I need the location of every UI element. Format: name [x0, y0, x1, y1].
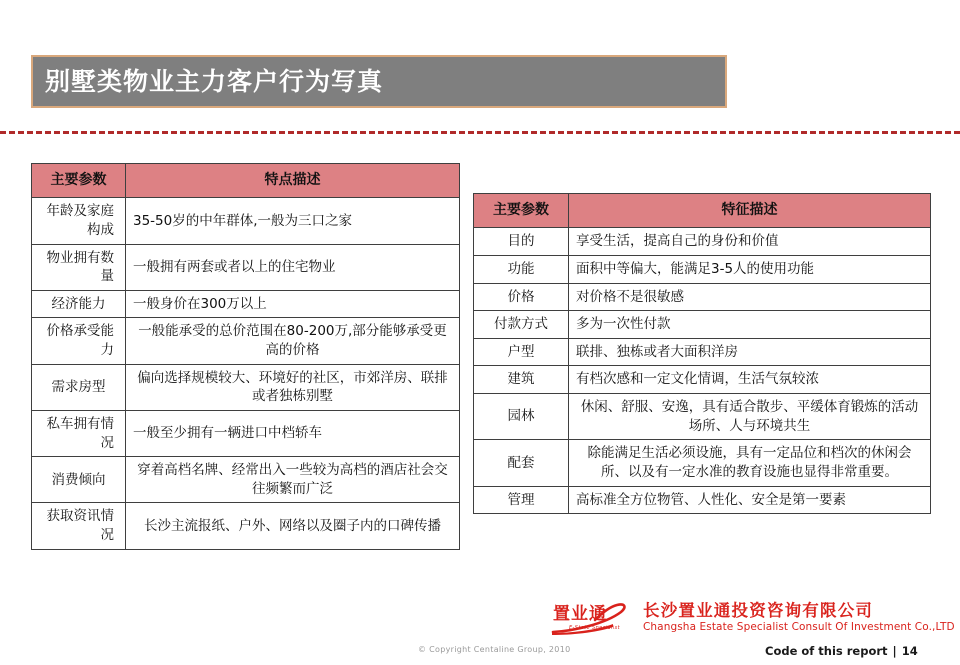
table-row	[474, 255, 931, 283]
brand-name-block	[643, 602, 955, 634]
report-code-separator: |	[892, 644, 897, 658]
cell-parameter: 管理	[474, 486, 569, 514]
table-row	[474, 440, 931, 486]
report-code-footer	[765, 644, 918, 658]
cell-description: 偏向选择规模较大、环境好的社区，市郊洋房、联排或者独栋别墅	[126, 364, 460, 410]
cell-description: 穿着高档名牌、经常出入一些较为高档的酒店社会交往频繁而广泛	[126, 457, 460, 503]
cell-parameter: 消费倾向	[32, 457, 126, 503]
cell-parameter: 获取资讯情况	[32, 503, 126, 549]
table-row	[32, 244, 460, 290]
table-row	[32, 503, 460, 549]
table-row	[474, 486, 931, 514]
table-row	[32, 318, 460, 364]
cell-parameter: 经济能力	[32, 290, 126, 318]
cell-description: 一般能承受的总价范围在80-200万,部分能够承受更高的价格	[126, 318, 460, 364]
cell-parameter: 价格承受能力	[32, 318, 126, 364]
table-row	[474, 228, 931, 256]
cell-description: 有档次感和一定文化情调，生活气氛较浓	[569, 366, 931, 394]
cell-parameter: 功能	[474, 255, 569, 283]
cell-description: 一般至少拥有一辆进口中档轿车	[126, 410, 460, 456]
table-right-body	[474, 228, 931, 514]
company-name-cn: 长沙置业通投资咨询有限公司	[643, 601, 874, 620]
table-row	[32, 198, 460, 244]
page-title: 别墅类物业主力客户行为写真	[45, 67, 384, 96]
cell-description: 除能满足生活必须设施，具有一定品位和档次的休闲会所、以及有一定水准的教育设施也显得非常重要。	[569, 440, 931, 486]
table-row	[32, 364, 460, 410]
table-header-row	[474, 194, 931, 228]
cell-description: 享受生活，提高自己的身份和价值	[569, 228, 931, 256]
column-header-description: 特征描述	[569, 194, 931, 228]
cell-parameter: 户型	[474, 338, 569, 366]
cell-description: 35-50岁的中年群体,一般为三口之家	[126, 198, 460, 244]
column-header-parameter: 主要参数	[32, 164, 126, 198]
product-demand-table	[473, 193, 931, 514]
cell-description: 多为一次性付款	[569, 311, 931, 339]
cell-description: 一般拥有两套或者以上的住宅物业	[126, 244, 460, 290]
cell-parameter: 私车拥有情况	[32, 410, 126, 456]
cell-parameter: 物业拥有数量	[32, 244, 126, 290]
logo-chinese-text: 置业通	[553, 604, 607, 624]
cell-parameter: 园林	[474, 394, 569, 440]
table-left-body	[32, 198, 460, 549]
company-name-en: Changsha Estate Specialist Consult Of Investment Co.,LTD	[643, 621, 955, 634]
table-row	[32, 457, 460, 503]
table-row	[474, 283, 931, 311]
table-row	[474, 311, 931, 339]
table-row	[474, 366, 931, 394]
cell-parameter: 目的	[474, 228, 569, 256]
cell-description: 联排、独栋或者大面积洋房	[569, 338, 931, 366]
cell-parameter: 价格	[474, 283, 569, 311]
table-row	[474, 338, 931, 366]
cell-parameter: 需求房型	[32, 364, 126, 410]
cell-parameter: 建筑	[474, 366, 569, 394]
cell-description: 对价格不是很敏感	[569, 283, 931, 311]
copyright-notice: © Copyright Centaline Group, 2010	[418, 645, 571, 654]
table-header-row	[32, 164, 460, 198]
report-code-label: Code of this report	[765, 644, 888, 658]
cell-description: 长沙主流报纸、户外、网络以及圈子内的口碑传播	[126, 503, 460, 549]
cell-description: 高标准全方位物管、人性化、安全是第一要素	[569, 486, 931, 514]
logo-english-text: E-State Specialist	[569, 625, 620, 631]
column-header-description: 特点描述	[126, 164, 460, 198]
page-number: 14	[901, 644, 918, 658]
customer-behavior-table	[31, 163, 460, 550]
table-row	[32, 290, 460, 318]
cell-description: 面积中等偏大，能满足3-5人的使用功能	[569, 255, 931, 283]
cell-description: 休闲、舒服、安逸，具有适合散步、平缓体育锻炼的活动场所、人与环境共生	[569, 394, 931, 440]
slide-title-bar	[31, 55, 727, 108]
cell-description: 一般身价在300万以上	[126, 290, 460, 318]
table-row	[32, 410, 460, 456]
company-brand	[551, 602, 955, 636]
cell-parameter: 年龄及家庭构成	[32, 198, 126, 244]
cell-parameter: 配套	[474, 440, 569, 486]
table-row	[474, 394, 931, 440]
cell-parameter: 付款方式	[474, 311, 569, 339]
company-logo-icon	[551, 602, 637, 636]
column-header-parameter: 主要参数	[474, 194, 569, 228]
section-divider	[0, 131, 960, 134]
